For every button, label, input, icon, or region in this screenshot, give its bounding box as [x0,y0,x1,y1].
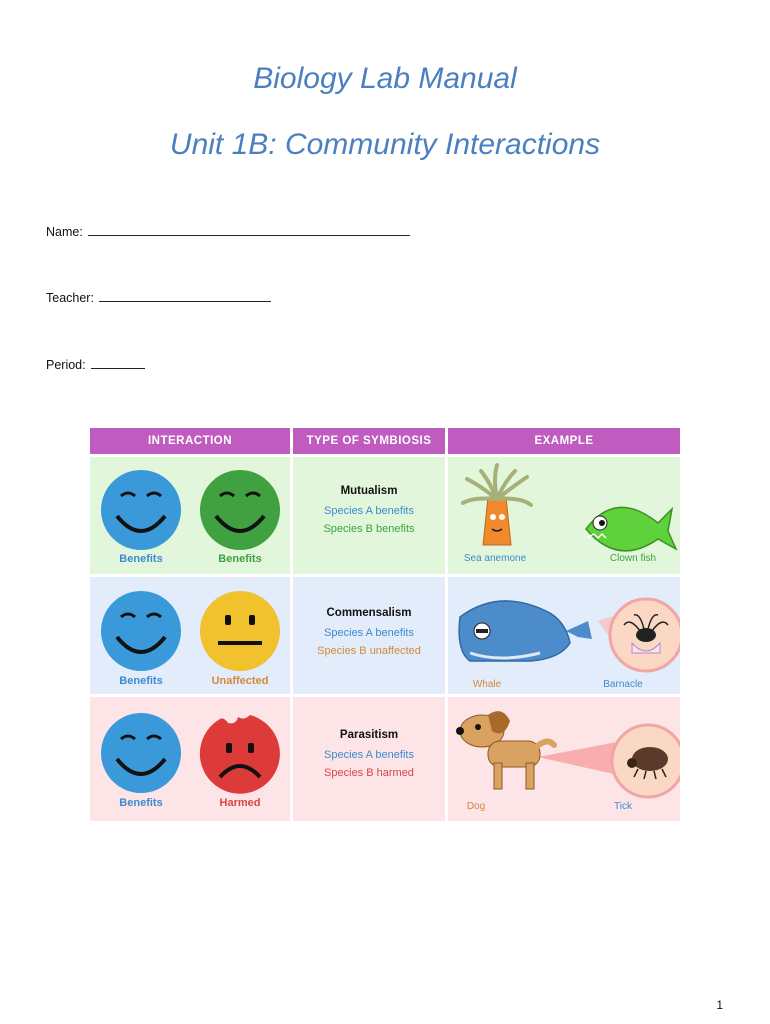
whale-icon [459,601,592,661]
type-line-a: Species A benefits [324,749,414,761]
happy-face-icon [101,713,181,793]
document-subtitle: Unit 1B: Community Interactions [169,128,601,161]
page-number: 1 [716,998,723,1012]
teacher-label: Teacher: [46,291,94,305]
type-line-a: Species A benefits [324,505,414,517]
tick-icon [612,725,680,797]
face-a-label: Benefits [119,675,163,687]
example-b-label: Tick [614,801,632,812]
clown-fish-icon [586,507,676,551]
type-cell-parasitism [293,697,445,821]
type-name: Commensalism [326,607,412,619]
face-a-label: Benefits [119,553,163,565]
type-name: Parasitism [339,729,399,741]
barnacle-icon [610,599,680,671]
example-b-label: Barnacle [603,679,643,690]
face-b-label: Benefits [218,553,262,565]
symbiosis-table [90,428,680,824]
type-line-a: Species A benefits [324,627,414,639]
interaction-cell-commensalism [90,577,290,694]
name-blank[interactable] [88,224,410,236]
header-interaction: INTERACTION [90,428,290,454]
period-field [46,357,145,372]
example-a-label: Dog [466,801,486,812]
happy-face-icon [101,470,181,550]
dog-icon [456,711,554,789]
period-label: Period: [46,358,86,372]
example-cell-mutualism [448,457,680,574]
example-a-label: Whale [472,679,502,690]
face-b-label: Harmed [219,797,261,809]
header-example: EXAMPLE [448,428,680,454]
type-line-b: Species B harmed [324,767,414,779]
teacher-field [46,290,271,305]
type-name: Mutualism [340,485,398,497]
interaction-cell-mutualism [90,457,290,574]
period-blank[interactable] [91,357,145,369]
type-cell-mutualism [293,457,445,574]
header-type: TYPE OF SYMBIOSIS [293,428,445,454]
type-cell-commensalism [293,577,445,694]
document-title: Biology Lab Manual [253,62,517,95]
sad-bitten-face-icon [200,715,280,794]
example-cell-parasitism [448,697,680,821]
happy-face-icon [200,470,280,550]
sea-anemone-icon [463,465,531,545]
teacher-blank[interactable] [99,290,271,302]
example-cell-commensalism [448,577,680,694]
face-b-label: Unaffected [211,675,269,687]
type-line-b: Species B unaffected [317,645,421,657]
name-field [46,224,410,239]
whale-barnacle-illustration [448,577,680,694]
interaction-cell-parasitism [90,697,290,821]
type-line-b: Species B benefits [323,523,415,535]
name-label: Name: [46,225,83,239]
face-a-label: Benefits [119,797,163,809]
example-b-label: Clown fish [609,553,657,564]
neutral-face-icon [200,591,280,671]
happy-face-icon [101,591,181,671]
example-a-label: Sea anemone [463,553,527,564]
